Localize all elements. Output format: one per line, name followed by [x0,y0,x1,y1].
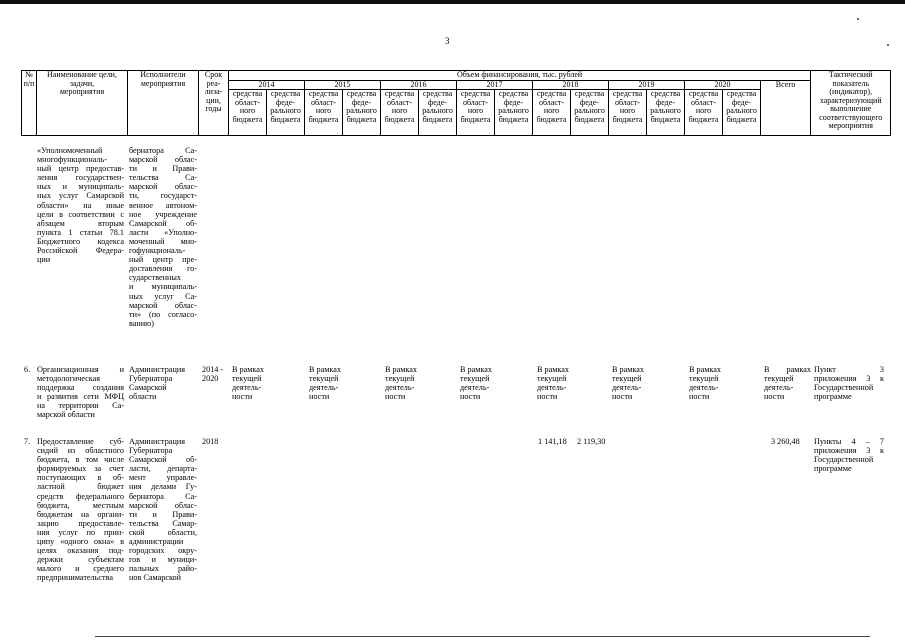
cont-executors-line: бернатора Са- [129,146,197,155]
row7-name-line: сидий из областного [37,446,124,456]
row7-name-line: малого и среднего [37,564,124,574]
header-volume: Объем финансирования, тыс. рублей [229,71,811,81]
top-border [0,0,905,4]
row7-name [37,437,124,583]
row7-name-line: зацию предоставле- [37,518,124,528]
cont-executors-line: ласти «Уполно- [129,227,197,237]
cont-name-line: «Уполномоченный [37,146,103,155]
row6-total-line: В рамках [764,365,811,374]
row6-funding-2018: В рамках текущей деятель- ности [537,365,569,402]
cont-executors-line: ти» (по согласо- [129,309,197,319]
source-regional: средства област- ного бюджета [381,90,419,136]
cont-name-line: многофункциональ- [37,155,107,165]
row6-funding-2017: В рамках текущей деятель- ности [460,365,492,402]
header-name: Наименование цели, задачи, мероприятия [37,71,128,136]
row7-executors-line: пальных райо- [129,564,197,574]
cont-name-line: ных услуг Самарской [37,191,124,201]
row6-indicator-line: Пункт 3 [814,365,884,374]
cont-name-line: Бюджетного кодекса [37,236,124,246]
source-federal: средства феде- рального бюджета [343,90,381,136]
row6-funding-2014: В рамках текущей деятель- ности [232,365,264,402]
row7-executors-line: администрации [129,537,184,547]
row7-total: 3 260,48 [771,437,800,446]
source-regional: средства област- ного бюджета [533,90,571,136]
cont-executors-line: ти и Прави- [129,164,197,174]
cont-executors-line: ный центр пре- [129,255,197,265]
header-indicator: Тактический показатель (индикатор), характеризующий выполнение соответствующего мероприятия [811,71,891,136]
cont-name-line: ный центр предостав- [37,164,124,174]
source-regional: средства област- ного бюджета [305,90,343,136]
table-header [21,70,891,136]
year-2019: 2019 [609,80,685,90]
scan-speck [857,18,859,20]
row6-indicator-line: Государственной [814,383,874,393]
cont-executors-line: ных услуг Са- [129,291,197,301]
source-federal: средства феде- рального бюджета [571,90,609,136]
row6-funding-2019: В рамках текущей деятель- ности [612,365,644,402]
source-regional: средства област- ного бюджета [609,90,647,136]
row6-indicator-line: программе [814,392,852,402]
page-number: 3 [445,36,450,46]
cont-executors-line: гофункциональ- [129,246,186,256]
row6-total-line: деятель- [764,383,794,393]
cont-name-line: пункта 1 статьи 78.1 [37,227,124,237]
row6-executors: Администрация Губернатора Самарской области [129,365,185,402]
row7-indicator-line: Пункты 4 – 7 [814,437,884,446]
row6-name-line: и развития сети МФЦ [37,392,124,402]
cont-executors-line: и муниципаль- [129,282,197,292]
row7-executors-line: ской области, [129,527,197,537]
cont-name-line: цели в соответствии с [37,209,124,219]
cont-name-line: ции [37,255,51,265]
year-2015: 2015 [305,80,381,90]
row6-indicator-line: приложения 3 к [814,374,884,384]
cont-executors-line: доставления го- [129,264,197,274]
cont-executors-line: Самарской об- [129,218,197,228]
row7-name-line: бюджетам на органи- [37,509,124,519]
cont-name-line: ления государствен- [37,173,124,183]
row7-executors-line: ласти, департа- [129,464,197,474]
row7-indicator [814,437,884,473]
cont-executors-line: марской облас- [129,300,197,310]
row7-executors-line: нов Самарской [129,573,182,583]
cont-executors-line: марской облас- [129,155,197,165]
cont-name-line: Российской Федера- [37,246,124,256]
cont-executors-line: ти, государст- [129,191,197,201]
cont-executors-line: венное автоном- [129,200,197,210]
row6-indicator [814,365,884,401]
bottom-rule [95,636,870,637]
row7-name-line: бюджета, местным [37,500,124,510]
cont-executors-line: ванию) [129,318,154,328]
source-federal: средства феде- рального бюджета [495,90,533,136]
row7-executors-line: марской облас- [129,500,197,510]
cont-name-line: области» на иные [37,200,124,210]
source-federal: средства феде- рального бюджета [419,90,457,136]
row7-2018-regional: 1 141,18 [538,437,567,446]
row7-executors-line: Администрация [129,437,185,446]
cont-executors-line: ное учреждение [129,209,197,219]
year-2018: 2018 [533,80,609,90]
source-regional: средства област- ного бюджета [685,90,723,136]
source-federal: средства феде- рального бюджета [267,90,305,136]
scan-speck [887,44,889,46]
row7-name-line: предпринимательства [37,573,113,583]
row7-executors-line: тельства Самар- [129,518,197,528]
row6-number: 6. [24,365,31,374]
row7-name-line: формируемых за счет [37,464,124,474]
row6-name-line: методологическая [37,374,101,384]
row7-executors-line: бернатора Са- [129,491,197,501]
year-2020: 2020 [685,80,761,90]
cont-executors-line: моченный мно- [129,236,197,246]
row7-executors-line: ти и Прави- [129,509,197,519]
cont-name-line: ных и муниципаль- [37,182,124,192]
cont-executors [129,146,197,328]
row6-total-line: ности [764,392,785,402]
year-2017: 2017 [457,80,533,90]
row7-indicator-line: Государственной [814,455,874,465]
row7-term: 2018 [202,437,219,446]
row6-funding-2020: В рамках текущей деятель- ности [689,365,721,402]
header-term: Срок реа- лиза- ции, годы [199,71,229,136]
row7-executors-line: городских окру- [129,546,197,556]
row7-executors-line: мент управле- [129,473,197,483]
source-regional: средства област- ного бюджета [229,90,267,136]
source-federal: средства феде- рального бюджета [647,90,685,136]
row7-name-line: поступающих в об- [37,473,124,483]
row7-name-line: ципу «одного окна» в [37,537,124,547]
header-executors: Исполнители мероприятия [128,71,199,136]
row7-executors-line: гов и муници- [129,555,197,565]
cont-executors-line: тельства Са- [129,173,197,183]
row6-name-line: марской области [37,410,95,420]
cont-name-line: абзацем вторым [37,218,124,228]
row6-name-line: Организационная и [37,365,124,374]
row7-name-line: держки субъектам [37,555,124,565]
source-federal: средства феде- рального бюджета [723,90,761,136]
year-2014: 2014 [229,80,305,90]
cont-name [37,146,124,264]
row7-name-line: Предоставление суб- [37,437,124,446]
row7-executors-line: Губернатора [129,446,173,456]
row7-indicator-line: приложения 3 к [814,446,884,456]
row7-name-line: средств федерального [37,491,124,501]
source-regional: средства област- ного бюджета [457,90,495,136]
header-num: № п/п [22,71,37,136]
row7-executors-line: ния делами Гу- [129,482,197,492]
row7-indicator-line: программе [814,464,852,474]
cont-executors-line: марской облас- [129,182,197,192]
row6-term: 2014 - 2020 [202,365,224,384]
header-total: Всего [761,80,811,136]
row7-name-line: целях оказания под- [37,546,124,556]
row6-name [37,365,124,420]
row6-name-line: поддержка создания [37,383,124,393]
year-2016: 2016 [381,80,457,90]
row6-total-line: текущей [764,374,794,384]
row7-name-line: ния услуг по прин- [37,527,124,537]
row7-2018-federal: 2 119,30 [577,437,606,446]
row6-funding-2015: В рамках текущей деятель- ности [309,365,341,402]
row6-funding-2016: В рамках текущей деятель- ности [385,365,417,402]
row6-name-line: на территории Са- [37,401,124,411]
row7-executors [129,437,197,583]
cont-executors-line: сударственных [129,273,182,283]
row7-name-line: ластной бюджет [37,482,124,492]
row6-total [764,365,811,401]
row7-name-line: бюджета, в том числе [37,455,124,465]
row7-executors-line: Самарской об- [129,455,197,465]
row7-number: 7. [24,437,31,446]
